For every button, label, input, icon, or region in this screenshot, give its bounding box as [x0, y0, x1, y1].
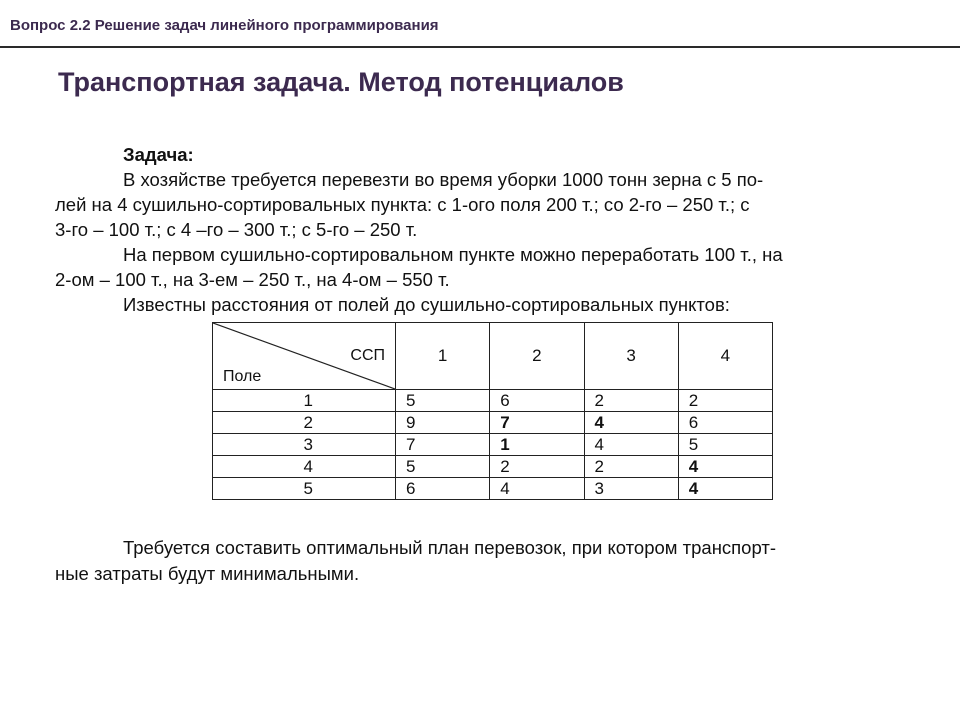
row-label: 4 [213, 456, 396, 478]
corner-label-field: Поле [223, 368, 262, 385]
header-title: Вопрос 2.2 Решение задач линейного программирования [10, 17, 439, 34]
row-label: 1 [213, 390, 396, 412]
task-line: Известны расстояния от полей до сушильно-сортировальных пунктов: [123, 294, 730, 315]
table-cell: 6 [396, 478, 490, 500]
table-row [213, 478, 773, 500]
table-cell: 4 [584, 412, 678, 434]
column-header: 2 [490, 323, 584, 390]
table-cell: 9 [396, 412, 490, 434]
column-header: 4 [678, 323, 772, 390]
table-cell: 2 [678, 390, 772, 412]
requirement-line: ные затраты будут минимальными. [55, 563, 360, 584]
distance-table [212, 322, 773, 500]
table-cell: 5 [396, 456, 490, 478]
slide-title: Транспортная задача. Метод потенциалов [58, 67, 624, 97]
table-row [213, 456, 773, 478]
table-row [213, 434, 773, 456]
requirement-text [55, 535, 935, 587]
header-divider [0, 46, 960, 48]
row-label: 3 [213, 434, 396, 456]
table-cell: 5 [678, 434, 772, 456]
task-line: 3-го – 100 т.; с 4 –го – 300 т.; с 5-го – 250 т. [55, 219, 418, 240]
table-cell: 4 [490, 478, 584, 500]
table-corner-cell [213, 323, 396, 390]
table-header-row [213, 323, 773, 390]
row-label: 2 [213, 412, 396, 434]
task-line: лей на 4 сушильно-сортировальных пункта: с 1-ого поля 200 т.; со 2-го – 250 т.; с [55, 194, 750, 215]
task-line: 2-ом – 100 т., на 3-ем – 250 т., на 4-ом – 550 т. [55, 269, 450, 290]
table-cell: 4 [678, 478, 772, 500]
table-cell: 3 [584, 478, 678, 500]
table-cell: 6 [678, 412, 772, 434]
table-cell: 4 [678, 456, 772, 478]
column-header: 1 [396, 323, 490, 390]
table-cell: 5 [396, 390, 490, 412]
task-text [55, 142, 935, 317]
table-cell: 4 [584, 434, 678, 456]
column-header: 3 [584, 323, 678, 390]
table-row [213, 412, 773, 434]
table-cell: 2 [584, 456, 678, 478]
table-cell: 7 [396, 434, 490, 456]
table-row [213, 390, 773, 412]
table-cell: 2 [584, 390, 678, 412]
row-label: 5 [213, 478, 396, 500]
task-line: В хозяйстве требуется перевезти во время уборки 1000 тонн зерна с 5 по- [123, 169, 764, 190]
task-heading: Задача: [123, 144, 194, 165]
table-cell: 7 [490, 412, 584, 434]
table-cell: 2 [490, 456, 584, 478]
table-cell: 1 [490, 434, 584, 456]
requirement-line: Требуется составить оптимальный план перевозок, при котором транспорт- [123, 537, 776, 558]
table-cell: 6 [490, 390, 584, 412]
task-line: На первом сушильно-сортировальном пункте можно переработать 100 т., на [123, 244, 783, 265]
corner-label-ssp: ССП [350, 347, 385, 364]
